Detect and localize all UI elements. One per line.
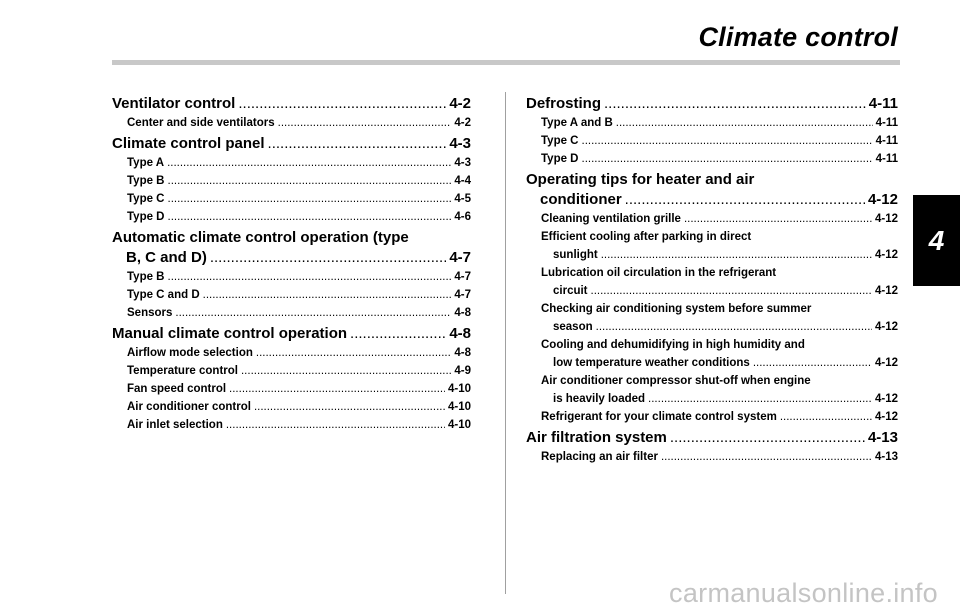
toc-entry[interactable]: Manual climate control operation ..... 4-8 bbox=[112, 324, 471, 344]
column-divider bbox=[505, 92, 506, 594]
toc-subentry[interactable]: Center and side ventilators ..... 4-2 bbox=[127, 114, 471, 132]
toc-subentry[interactable]: Air conditioner compressor shut-off when engine is heavily loaded ..... 4-12 bbox=[541, 372, 898, 408]
toc-subentry[interactable]: Type D ..... 4-11 bbox=[541, 150, 898, 168]
watermark-text: carmanualsonline.info bbox=[669, 578, 938, 608]
toc-subentry[interactable]: Type B ..... 4-4 bbox=[127, 172, 471, 190]
header-rule bbox=[112, 60, 900, 65]
toc-subentry[interactable]: Checking air conditioning system before summer season ..... 4-12 bbox=[541, 300, 898, 336]
toc-subentry[interactable]: Type D ..... 4-6 bbox=[127, 208, 471, 226]
toc-subentry[interactable]: Air inlet selection ..... 4-10 bbox=[127, 416, 471, 434]
toc-subentry[interactable]: Cooling and dehumidifying in high humidity and low temperature weather conditions ..... 4-12 bbox=[541, 336, 898, 372]
toc-subentry[interactable]: Replacing an air filter ..... 4-13 bbox=[541, 448, 898, 466]
toc-entry[interactable]: Climate control panel ..... 4-3 bbox=[112, 134, 471, 154]
toc-entry[interactable]: Defrosting ..... 4-11 bbox=[526, 94, 898, 114]
toc-right-column bbox=[526, 92, 898, 466]
toc-subentry[interactable]: Refrigerant for your climate control system ..... 4-12 bbox=[541, 408, 898, 426]
toc-subentry[interactable]: Type B ..... 4-7 bbox=[127, 268, 471, 286]
toc-subentry[interactable]: Type C and D ..... 4-7 bbox=[127, 286, 471, 304]
toc-subentry[interactable]: Efficient cooling after parking in direct sunlight ..... 4-12 bbox=[541, 228, 898, 264]
toc-subentry[interactable]: Sensors ..... 4-8 bbox=[127, 304, 471, 322]
toc-subentry[interactable]: Lubrication oil circulation in the refrigerant circuit ..... 4-12 bbox=[541, 264, 898, 300]
toc-subentry[interactable]: Type C ..... 4-5 bbox=[127, 190, 471, 208]
toc-subentry[interactable]: Temperature control ..... 4-9 bbox=[127, 362, 471, 380]
toc-entry[interactable]: Operating tips for heater and air conditioner ..... 4-12 bbox=[526, 170, 898, 210]
toc-subentry[interactable]: Type A ..... 4-3 bbox=[127, 154, 471, 172]
page-title: Climate control bbox=[698, 22, 898, 52]
toc-entry[interactable]: Air filtration system ..... 4-13 bbox=[526, 428, 898, 448]
chapter-number: 4 bbox=[928, 224, 945, 256]
toc-subentry[interactable]: Air conditioner control ..... 4-10 bbox=[127, 398, 471, 416]
toc-entry[interactable]: Automatic climate control operation (type B, C and D) ..... 4-7 bbox=[112, 228, 471, 268]
toc-left-column bbox=[112, 92, 471, 434]
toc-subentry[interactable]: Type A and B ..... 4-11 bbox=[541, 114, 898, 132]
chapter-tab[interactable] bbox=[913, 195, 960, 286]
toc-subentry[interactable]: Cleaning ventilation grille ..... 4-12 bbox=[541, 210, 898, 228]
toc-entry[interactable]: Ventilator control ..... 4-2 bbox=[112, 94, 471, 114]
toc-subentry[interactable]: Airflow mode selection ..... 4-8 bbox=[127, 344, 471, 362]
toc-subentry[interactable]: Type C ..... 4-11 bbox=[541, 132, 898, 150]
toc-subentry[interactable]: Fan speed control ..... 4-10 bbox=[127, 380, 471, 398]
